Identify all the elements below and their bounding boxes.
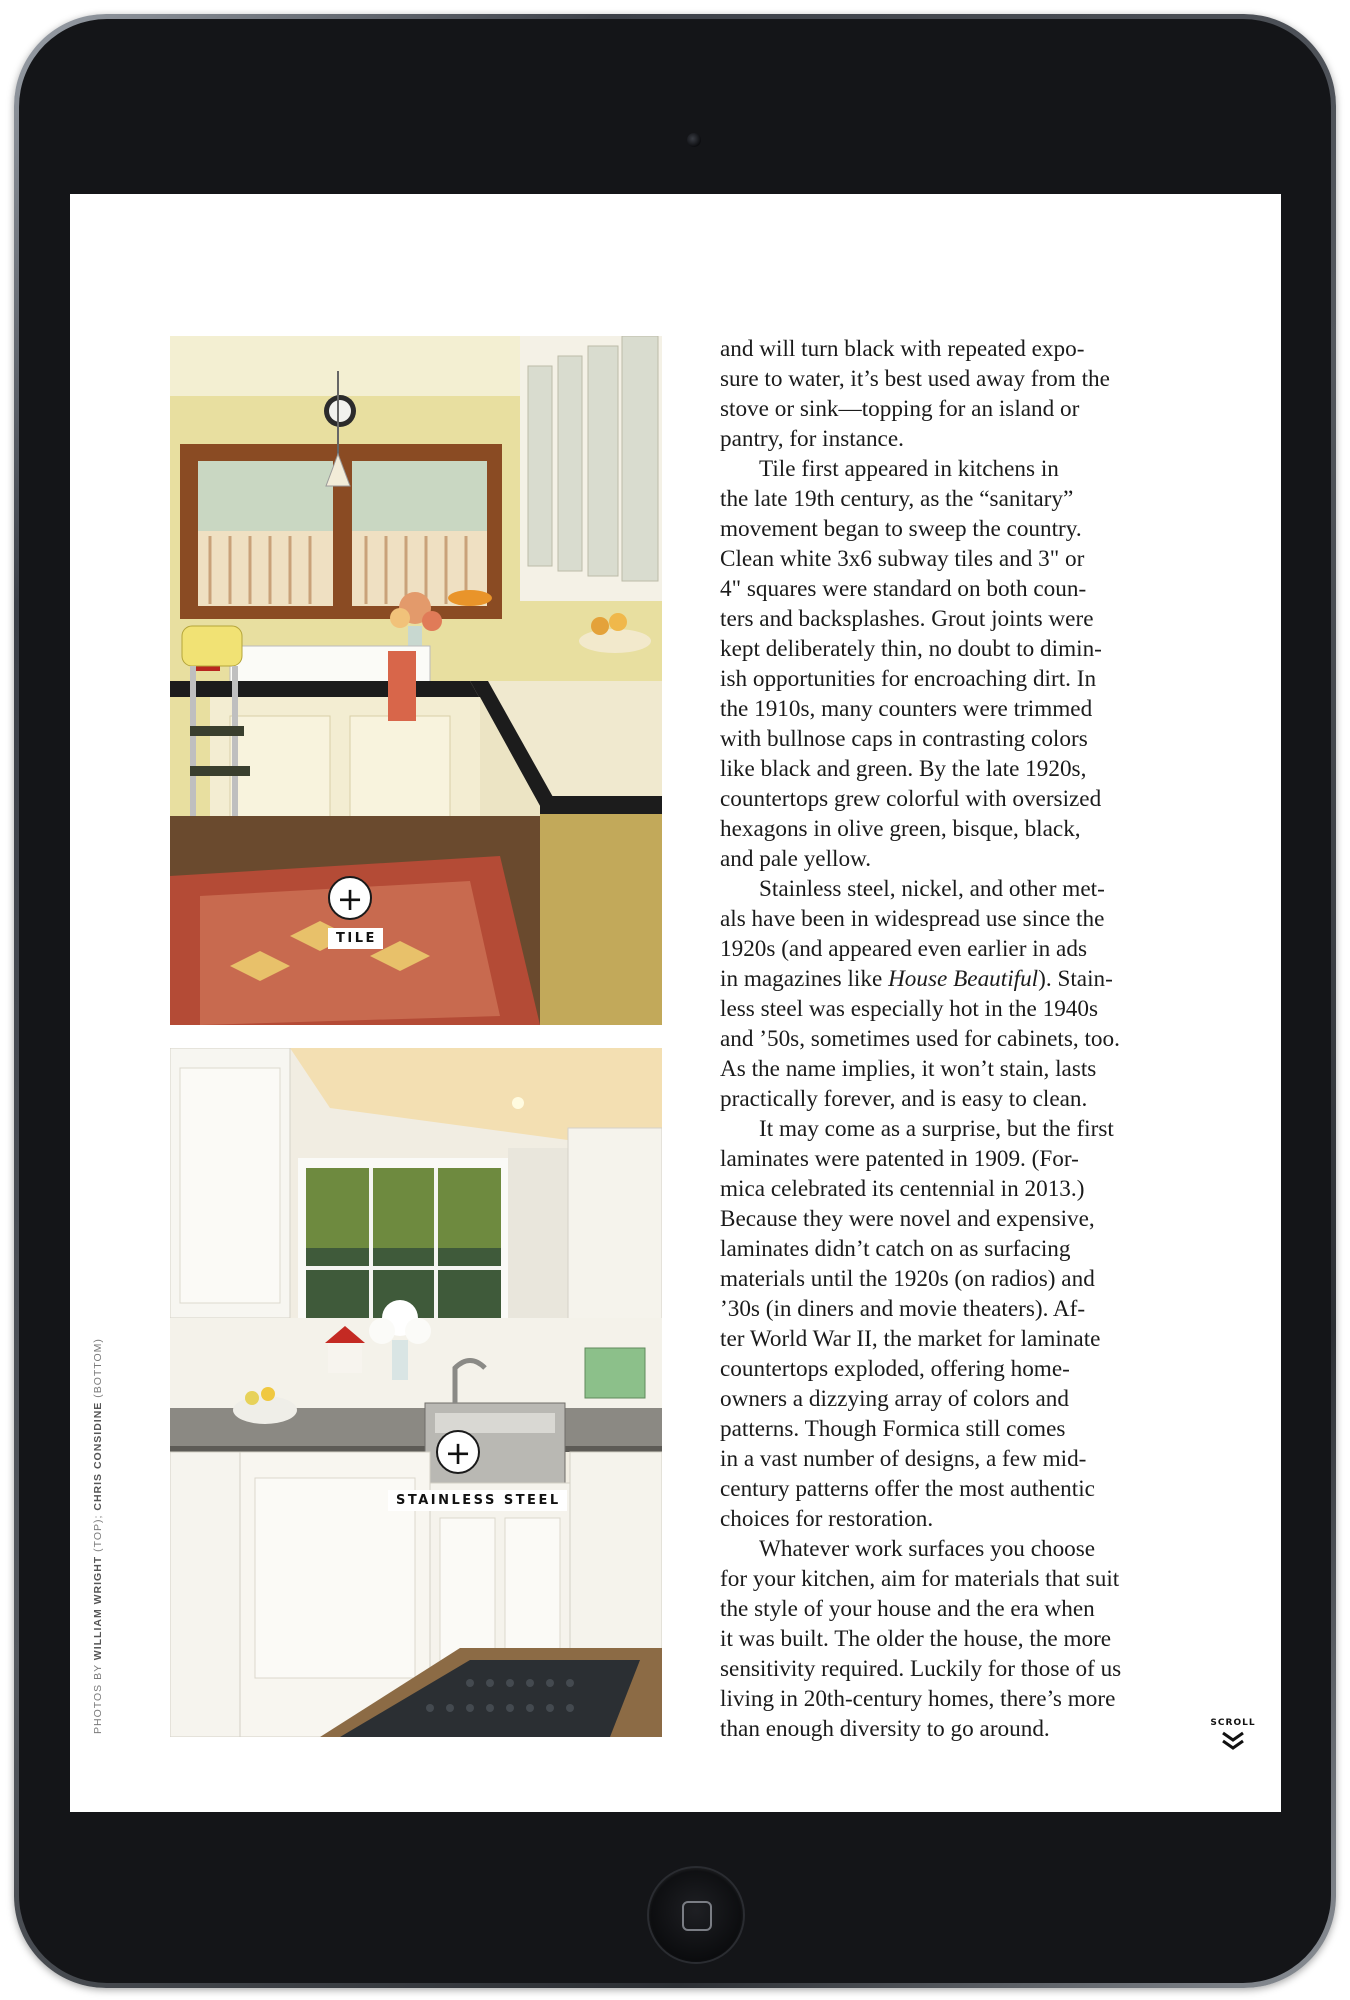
paragraph-5 <box>720 1534 1190 1744</box>
text-line: it was built. The older the house, the more <box>720 1626 1112 1652</box>
text-line: than enough diversity to go around. <box>720 1716 1050 1742</box>
text-segment: in magazines like <box>720 966 889 992</box>
home-button[interactable] <box>647 1866 745 1964</box>
text-line: in a vast number of designs, a few mid- <box>720 1446 1087 1472</box>
text-line: century patterns offer the most authentic <box>720 1476 1095 1502</box>
text-line: pantry, for instance. <box>720 426 904 452</box>
magazine-title: House Beautiful <box>888 966 1039 992</box>
credit-name-bottom: CHRIS CONSIDINE <box>92 1401 104 1511</box>
text-segment: ). Stain- <box>1038 966 1113 992</box>
tile-label: TILE <box>328 928 383 949</box>
text-line: Because they were novel and expensive, <box>720 1206 1095 1232</box>
text-line-with-title <box>720 964 1190 994</box>
stainless-kitchen-illustration <box>170 1048 662 1737</box>
paragraph-1 <box>720 334 1190 454</box>
credit-prefix: PHOTOS BY <box>92 1660 104 1734</box>
article-body <box>720 334 1190 1744</box>
text-line: mica celebrated its centennial in 2013.) <box>720 1176 1085 1202</box>
tile-hotspot-button[interactable]: + <box>328 876 372 920</box>
text-line: patterns. Though Formica still comes <box>720 1416 1066 1442</box>
paragraph-3 <box>720 874 1190 1114</box>
text-line: sure to water, it’s best used away from the <box>720 366 1110 392</box>
text-line: the 1910s, many counters were trimmed <box>720 696 1093 722</box>
text-line: Tile first appeared in kitchens in <box>759 456 1059 482</box>
stainless-hotspot-button[interactable]: + <box>436 1430 480 1474</box>
text-line: ter World War II, the market for laminate <box>720 1326 1101 1352</box>
text-line: movement began to sweep the country. <box>720 516 1082 542</box>
text-line: practically forever, and is easy to clean. <box>720 1086 1088 1112</box>
photo-credit <box>92 1338 104 1734</box>
text-line: Stainless steel, nickel, and other met- <box>759 876 1105 902</box>
credit-mid: (TOP); <box>92 1510 104 1556</box>
text-line: living in 20th-century homes, there’s more <box>720 1686 1116 1712</box>
text-line: like black and green. By the late 1920s, <box>720 756 1087 782</box>
text-line: the late 19th century, as the “sanitary” <box>720 486 1074 512</box>
text-line: laminates didn’t catch on as surfacing <box>720 1236 1071 1262</box>
text-line: countertops exploded, offering home- <box>720 1356 1070 1382</box>
double-chevron-down-icon <box>1219 1730 1247 1752</box>
text-line: the style of your house and the era when <box>720 1596 1095 1622</box>
text-line: As the name implies, it won’t stain, lasts <box>720 1056 1097 1082</box>
camera-icon <box>687 133 701 147</box>
magazine-page <box>70 194 1281 1812</box>
text-line: materials until the 1920s (on radios) and <box>720 1266 1095 1292</box>
text-line: with bullnose caps in contrasting colors <box>720 726 1088 752</box>
text-line: hexagons in olive green, bisque, black, <box>720 816 1081 842</box>
text-line: ’30s (in diners and movie theaters). Af- <box>720 1296 1086 1322</box>
text-line: owners a dizzying array of colors and <box>720 1386 1069 1412</box>
text-line: stove or sink—topping for an island or <box>720 396 1080 422</box>
photo-tile-kitchen <box>170 336 662 1025</box>
stainless-steel-label: STAINLESS STEEL <box>388 1490 567 1511</box>
text-line: and pale yellow. <box>720 846 872 872</box>
text-line: ters and backsplashes. Grout joints were <box>720 606 1094 632</box>
text-line: 1920s (and appeared even earlier in ads <box>720 936 1087 962</box>
scroll-label: SCROLL <box>1210 1718 1256 1728</box>
photo-stainless-kitchen <box>170 1048 662 1737</box>
tile-kitchen-illustration <box>170 336 662 1025</box>
text-line: Whatever work surfaces you choose <box>759 1536 1096 1562</box>
text-line: Clean white 3x6 subway tiles and 3" or <box>720 546 1085 572</box>
scroll-button[interactable] <box>1210 1718 1256 1752</box>
text-line: sensitivity required. Luckily for those of us <box>720 1656 1122 1682</box>
text-line: 4" squares were standard on both coun- <box>720 576 1087 602</box>
paragraph-2 <box>720 454 1190 874</box>
text-line: choices for restoration. <box>720 1506 934 1532</box>
text-line: less steel was especially hot in the 1940s <box>720 996 1099 1022</box>
paragraph-4 <box>720 1114 1190 1534</box>
text-line: kept deliberately thin, no doubt to dimin- <box>720 636 1102 662</box>
text-line: and will turn black with repeated expo- <box>720 336 1085 362</box>
text-line: It may come as a surprise, but the first <box>759 1116 1114 1142</box>
text-line: ish opportunities for encroaching dirt. In <box>720 666 1097 692</box>
text-line: for your kitchen, aim for materials that suit <box>720 1566 1120 1592</box>
home-square-icon <box>682 1901 712 1931</box>
text-line: and ’50s, sometimes used for cabinets, too. <box>720 1026 1120 1052</box>
text-line: laminates were patented in 1909. (For- <box>720 1146 1079 1172</box>
credit-name-top: WILLIAM WRIGHT <box>92 1555 104 1661</box>
credit-suffix: (BOTTOM) <box>92 1338 104 1402</box>
text-line: countertops grew colorful with oversized <box>720 786 1102 812</box>
text-line: als have been in widespread use since the <box>720 906 1105 932</box>
